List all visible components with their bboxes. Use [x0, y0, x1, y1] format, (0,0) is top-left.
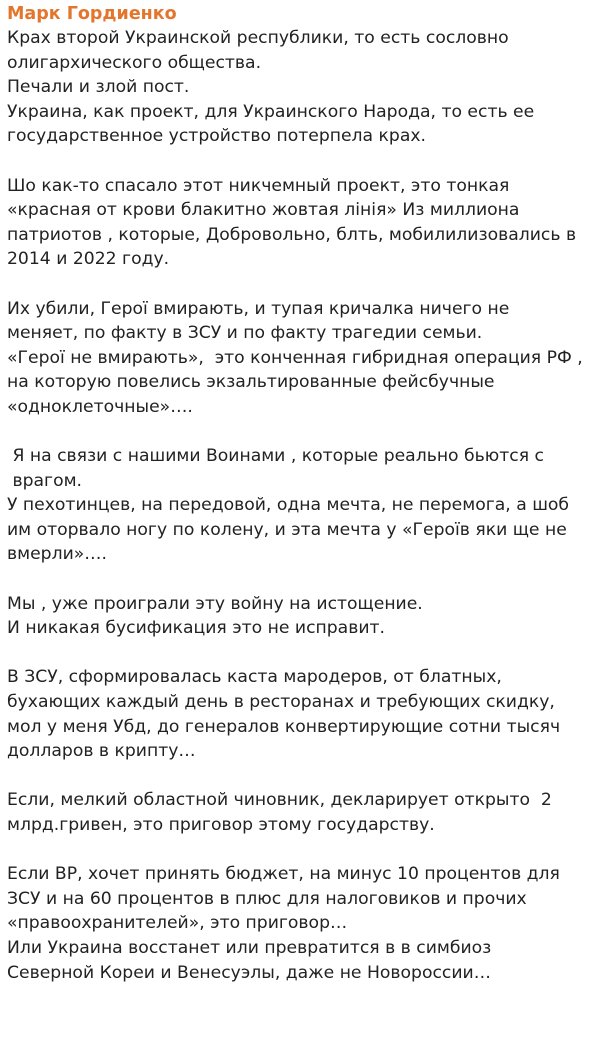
message-line: Шо как-то спасало этот никчемный проект, это тонкая [7, 175, 510, 196]
message-line: им оторвало ногу по колену, и эта мечта у «Героїв яки ще не [7, 519, 567, 540]
message-line: «Герої не вмирають», это конченная гибридная операция РФ , [7, 347, 583, 368]
message-line: государственное устройство потерпела крах. [7, 126, 426, 147]
message-line: Северной Кореи и Венесуэлы, даже не Новороссии… [7, 962, 491, 983]
message-line: Их убили, Герої вмирають, и тупая кричалка ничего не [7, 298, 510, 319]
message-line: долларов в крипту… [7, 741, 196, 762]
message-post [7, 0, 603, 985]
message-line: Мы , уже проиграли эту войну на истощение. [7, 593, 423, 614]
message-line: «одноклеточные»…. [7, 396, 193, 417]
message-line: Крах второй Украинской республики, то есть сословно [7, 28, 509, 48]
message-line: «правоохранителей», это приговор… [7, 913, 348, 934]
paragraph-gap [7, 641, 603, 666]
message-line: на которую повелись экзальтированные фейсбучные [7, 372, 495, 393]
paragraph-gap [7, 272, 603, 297]
message-line: Или Украина восстанет или превратится в в симбиоз [7, 937, 492, 958]
paragraph-gap [7, 764, 603, 789]
message-line: врагом. [7, 470, 83, 491]
paragraph-gap [7, 838, 603, 863]
paragraph-gap [7, 149, 603, 174]
paragraph-gap [7, 420, 603, 445]
message-line: вмерли»…. [7, 544, 107, 565]
message-line: ЗСУ и на 60 процентов в плюс для налоговиков и прочих [7, 888, 527, 909]
message-text [7, 26, 603, 985]
message-line: патриотов , которые, Добровольно, блть, мобилилизовались в [7, 224, 577, 245]
message-line: млрд.гривен, это приговор этому государству. [7, 815, 435, 835]
message-line: бухающих каждый день в ресторанах и требующих скидку, [7, 692, 555, 713]
message-line: Я на связи с нашими Воинами , которые реально бьются с [7, 446, 544, 467]
message-line: И никакая бусификация это не исправит. [7, 618, 385, 639]
message-line: Если, мелкий областной чиновник, декларирует открыто 2 [7, 790, 552, 811]
message-line: В ЗСУ, сформировалась каста мародеров, от блатных, [7, 667, 502, 688]
message-line: олигархического общества. [7, 52, 262, 73]
message-line: Печали и злой пост. [7, 77, 190, 98]
message-line: У пехотинцев, на передовой, одна мечта, не перемога, а шоб [7, 495, 570, 516]
message-line: меняет, по факту в ЗСУ и по факту трагедии семьи. [7, 323, 483, 344]
message-line: мол у меня Убд, до генералов конвертирующие сотни тысяч [7, 716, 561, 737]
message-line: Украина, как проект, для Украинского Народа, то есть ее [7, 101, 535, 122]
message-line: Если ВР, хочет принять бюджет, на минус 10 процентов для [7, 864, 560, 885]
author-name[interactable]: Марк Гордиенко [7, 4, 177, 24]
message-line: «красная от крови блакитно жовтая лінія» Из миллиона [7, 200, 520, 221]
message-line: 2014 и 2022 году. [7, 249, 170, 270]
paragraph-gap [7, 567, 603, 592]
